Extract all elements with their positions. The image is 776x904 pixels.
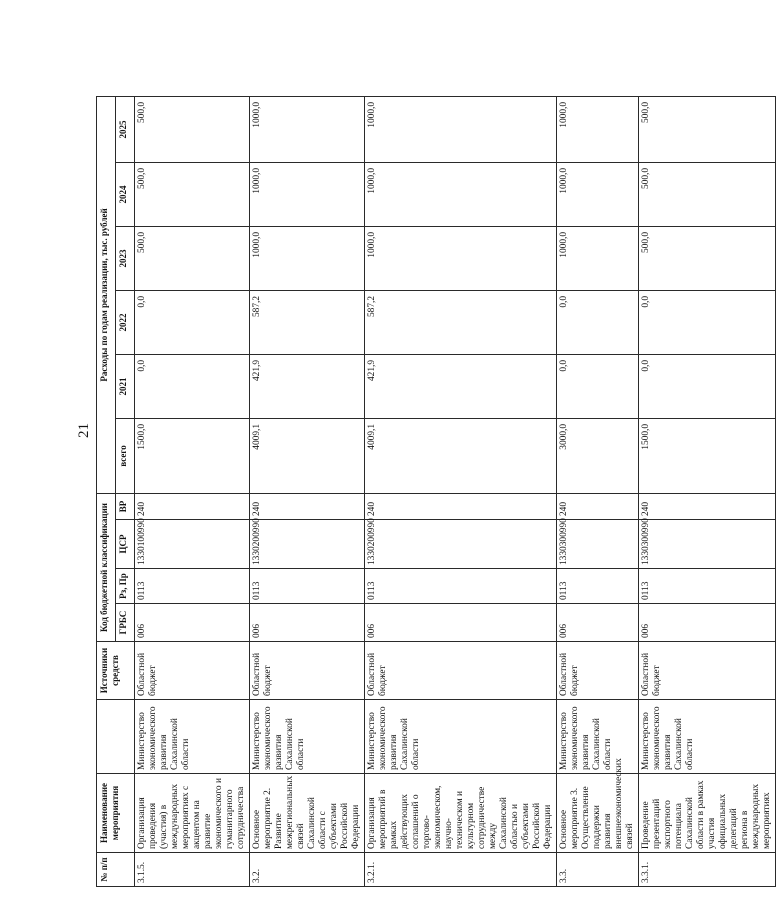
cell-total: 4009,1 (365, 418, 557, 493)
cell-2021: 0,0 (639, 354, 776, 418)
cell-2023: 1000,0 (250, 226, 365, 290)
header-grbs: ГРБС (116, 604, 135, 642)
header-csr: ЦСР (116, 520, 135, 569)
header-executor (97, 700, 135, 774)
cell-name: Проведение презентаций экспортного потенциала Сахалинской области в рамках участия официальных делегаций региона в международных мероприятиях (639, 774, 776, 853)
header-2024: 2024 (116, 162, 135, 226)
cell-grbs: 006 (365, 604, 557, 642)
cell-2022: 0,0 (135, 290, 250, 354)
page-number: 21 (76, 423, 92, 438)
cell-2021: 0,0 (557, 354, 639, 418)
cell-csr: 1330300990 (639, 520, 776, 569)
cell-source: Областной бюджет (639, 642, 776, 700)
cell-csr: 1330200990 (365, 520, 557, 569)
cell-2025: 1000,0 (365, 96, 557, 162)
cell-source: Областной бюджет (135, 642, 250, 700)
cell-2024: 1000,0 (557, 162, 639, 226)
header-2023: 2023 (116, 226, 135, 290)
cell-2023: 500,0 (135, 226, 250, 290)
cell-executor: Министерство экономического развития Сахалинской области (639, 700, 776, 774)
header-num: № п/п (97, 853, 135, 887)
header-2021: 2021 (116, 354, 135, 418)
cell-2024: 500,0 (639, 162, 776, 226)
cell-source: Областной бюджет (557, 642, 639, 700)
cell-vr: 240 (250, 493, 365, 519)
cell-name: Организация проведения (участия) в международных мероприятиях с акцентом на развитие экономического и гуманитарного сотрудничества (135, 774, 250, 853)
cell-2025: 500,0 (135, 96, 250, 162)
cell-2025: 1000,0 (250, 96, 365, 162)
budget-table (96, 96, 776, 887)
cell-num: 3.2.1. (365, 853, 557, 887)
cell-2024: 1000,0 (250, 162, 365, 226)
cell-vr: 240 (135, 493, 250, 519)
header-2025: 2025 (116, 96, 135, 162)
table-body (135, 96, 776, 886)
header-budget-classification: Код бюджетной классификации (97, 493, 116, 641)
header-row-1 (97, 96, 116, 886)
cell-grbs: 006 (250, 604, 365, 642)
cell-vr: 240 (365, 493, 557, 519)
cell-2024: 500,0 (135, 162, 250, 226)
cell-total: 1500,0 (639, 418, 776, 493)
cell-2023: 500,0 (639, 226, 776, 290)
cell-executor: Министерство экономического развития Сахалинской области (365, 700, 557, 774)
cell-2022: 0,0 (639, 290, 776, 354)
cell-2021: 421,9 (365, 354, 557, 418)
cell-csr: 1330300990 (557, 520, 639, 569)
cell-name: Организация мероприятий в рамках действующих соглашений о торгово-экономическом, научно-техническом и культурном сотрудничестве между Сахалинской областью и субъектами Российской Федерации (365, 774, 557, 853)
header-source: Источники средств (97, 642, 135, 700)
budget-table-wrapper (96, 97, 772, 887)
cell-source: Областной бюджет (250, 642, 365, 700)
cell-rzpr: 0113 (365, 569, 557, 604)
cell-executor: Министерство экономического развития Сахалинской области (250, 700, 365, 774)
cell-rzpr: 0113 (135, 569, 250, 604)
cell-executor: Министерство экономического развития Сахалинской области (135, 700, 250, 774)
cell-2023: 1000,0 (365, 226, 557, 290)
table-row (365, 96, 557, 886)
cell-executor: Министерство экономического развития Сахалинской области (557, 700, 639, 774)
table-row (639, 96, 776, 886)
cell-name: Основное мероприятие 2. Развитие межрегиональных связей Сахалинской области с субъектами Российской Федерации (250, 774, 365, 853)
cell-csr: 1330200990 (250, 520, 365, 569)
cell-num: 3.1.5. (135, 853, 250, 887)
cell-2022: 0,0 (557, 290, 639, 354)
header-2022: 2022 (116, 290, 135, 354)
cell-2022: 587,2 (365, 290, 557, 354)
cell-rzpr: 0113 (557, 569, 639, 604)
table-row (135, 96, 250, 886)
table-row (250, 96, 365, 886)
cell-2022: 587,2 (250, 290, 365, 354)
cell-grbs: 006 (135, 604, 250, 642)
cell-total: 3000,0 (557, 418, 639, 493)
cell-num: 3.2. (250, 853, 365, 887)
cell-2025: 1000,0 (557, 96, 639, 162)
cell-rzpr: 0113 (639, 569, 776, 604)
cell-2023: 1000,0 (557, 226, 639, 290)
cell-2021: 0,0 (135, 354, 250, 418)
cell-rzpr: 0113 (250, 569, 365, 604)
header-vr: ВР (116, 493, 135, 519)
cell-2024: 1000,0 (365, 162, 557, 226)
cell-num: 3.3.1. (639, 853, 776, 887)
table-row (557, 96, 639, 886)
cell-total: 1500,0 (135, 418, 250, 493)
cell-grbs: 006 (639, 604, 776, 642)
header-expenses: Расходы по годам реализации, тыс. рублей (97, 96, 116, 493)
header-total: всего (116, 418, 135, 493)
cell-grbs: 006 (557, 604, 639, 642)
cell-source: Областной бюджет (365, 642, 557, 700)
cell-total: 4009,1 (250, 418, 365, 493)
cell-num: 3.3. (557, 853, 639, 887)
header-rzpr: Рз, Пр (116, 569, 135, 604)
cell-2025: 500,0 (639, 96, 776, 162)
header-name: Наименование мероприятия (97, 774, 135, 853)
cell-vr: 240 (639, 493, 776, 519)
cell-name: Основное мероприятие 3. Осуществление поддержки развития внешнеэкономических связей (557, 774, 639, 853)
cell-2021: 421,9 (250, 354, 365, 418)
cell-csr: 1330100990 (135, 520, 250, 569)
cell-vr: 240 (557, 493, 639, 519)
